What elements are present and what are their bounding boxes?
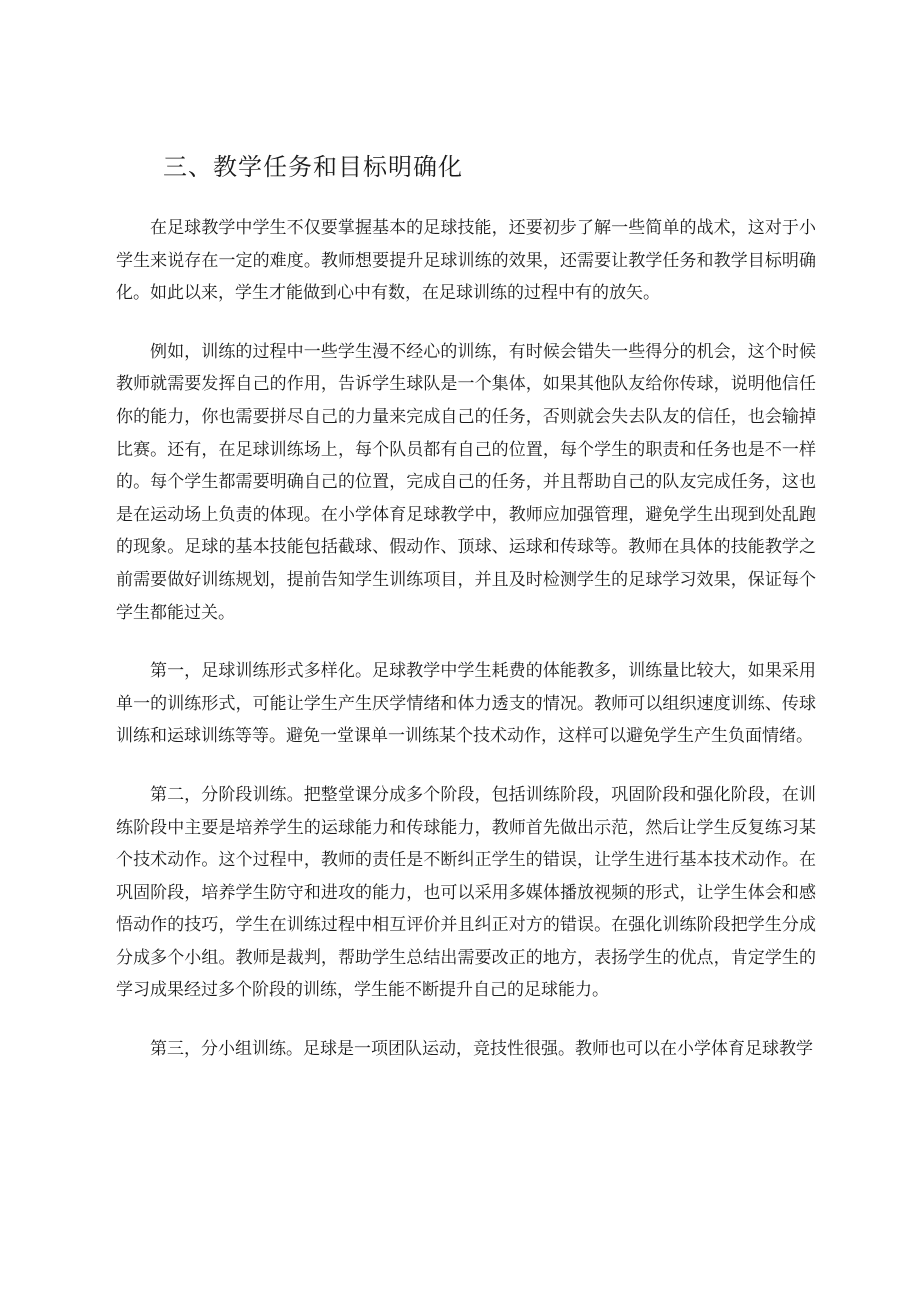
section-heading: 三、教学任务和目标明确化 (163, 153, 463, 181)
paragraph-second: 第二，分阶段训练。把整堂课分成多个阶段，包括训练阶段，巩固阶段和强化阶段，在训练阶段中主要是培养学生的运球能力和传球能力，教师首先做出示范，然后让学生反复练习某个技术动作。这个过程中，教师的责任是不断纠正学生的错误，让学生进行基本技术动作。在巩固阶段，培养学生防守和进攻的能力，也可以采用多媒体播放视频的形式，让学生体会和感悟动作的技巧，学生在训练过程中相互评价并且纠正对方的错误。在强化训练阶段把学生分成分成多个小组。教师是裁判，帮助学生总结出需要改正的地方，表扬学生的优点，肯定学生的学习成果经过多个阶段的训练，学生能不断提升自己的足球能力。 (116, 784, 816, 1001)
paragraph-first: 第一，足球训练形式多样化。足球教学中学生耗费的体能教多，训练量比较大，如果采用单一的训练形式，可能让学生产生厌学情绪和体力透支的情况。教师可以组织速度训练、传球训练和运球训练等等。避免一堂课单一训练某个技术动作，这样可以避免学生产生负面情绪。 (116, 661, 816, 747)
paragraph-example: 例如，训练的过程中一些学生漫不经心的训练，有时候会错失一些得分的机会，这个时候教师就需要发挥自己的作用，告诉学生球队是一个集体，如果其他队友给你传球，说明他信任你的能力，你也需要拼尽自己的力量来完成自己的任务，否则就会失去队友的信任，也会输掉比赛。还有，在足球训练场上，每个队员都有自己的位置，每个学生的职责和任务也是不一样的。每个学生都需要明确自己的位置，完成自己的任务，并且帮助自己的队友完成任务，这也是在运动场上负责的体现。在小学体育足球教学中，教师应加强管理，避免学生出现到处乱跑的现象。足球的基本技能包括截球、假动作、顶球、运球和传球等。教师在具体的技能教学之前需要做好训练规划，提前告知学生训练项目，并且及时检测学生的足球学习效果，保证每个学生都能过关。 (116, 341, 816, 623)
paragraph-third: 第三，分小组训练。足球是一项团队运动，竞技性很强。教师也可以在小学体育足球教学 (150, 1039, 813, 1060)
body-text (116, 212, 816, 1092)
paragraph-intro: 在足球教学中学生不仅要掌握基本的足球技能，还要初步了解一些简单的战术，这对于小学生来说存在一定的难度。教师想要提升足球训练的效果，还需要让教学任务和教学目标明确化。如此以来，学生才能做到心中有数，在足球训练的过程中有的放矢。 (116, 218, 816, 304)
